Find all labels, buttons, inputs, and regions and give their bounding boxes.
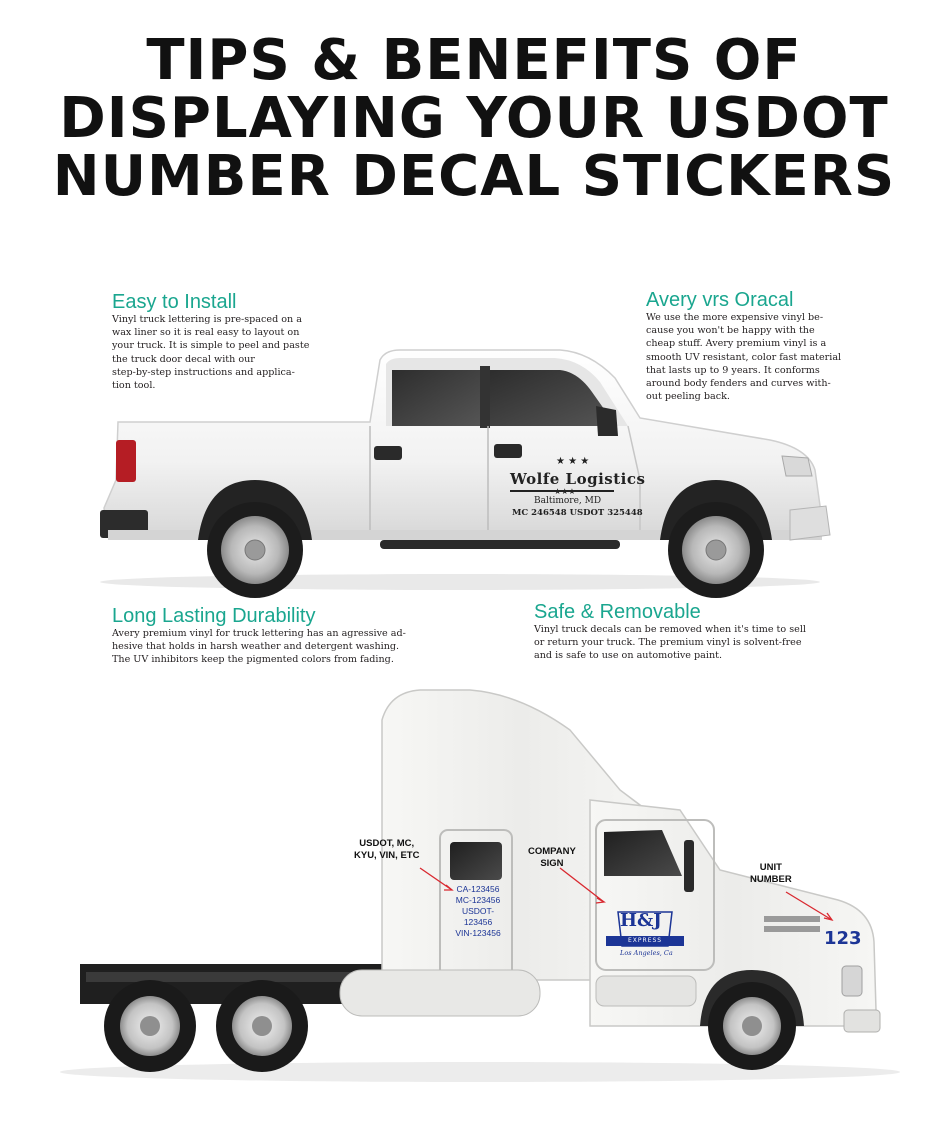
headline-line-3: NUMBER DECAL STICKERS bbox=[52, 144, 896, 209]
semi-logo-banner: EXPRESS bbox=[628, 937, 663, 944]
tip-line: or return your truck. The premium vinyl is solvent-free bbox=[534, 637, 802, 649]
tip-durability bbox=[112, 605, 432, 667]
tip-line: Avery premium vinyl for truck lettering has an agressive ad- bbox=[112, 628, 406, 639]
pickup-rear-wheel bbox=[207, 502, 303, 598]
tip-title: Long Lasting Durability bbox=[112, 605, 316, 627]
tip-line: that lasts up to 9 years. It conforms bbox=[646, 364, 820, 376]
pickup-decal-numbers: MC 246548 USDOT 325448 bbox=[512, 508, 643, 518]
semi-unit-number: 123 bbox=[824, 928, 862, 949]
tip-safe-removable bbox=[534, 601, 824, 663]
tip-line: tion tool. bbox=[112, 380, 156, 392]
semi-logo-text: H&J bbox=[620, 910, 662, 931]
tip-line: wax liner so it is real easy to layout on bbox=[112, 327, 300, 339]
callout-usdot-label bbox=[354, 838, 419, 862]
tip-line: Vinyl truck lettering is pre-spaced on a bbox=[112, 314, 302, 325]
tip-line: smooth UV resistant, color fast material bbox=[646, 351, 842, 363]
id-line: CA-123456 bbox=[456, 884, 500, 894]
semi-logo-city: Los Angeles, Ca bbox=[620, 949, 673, 957]
pickup-truck-illustration bbox=[0, 330, 948, 600]
tip-body bbox=[112, 627, 432, 667]
tip-line: and is safe to use on automotive paint. bbox=[534, 650, 723, 662]
semi-front-wheel bbox=[708, 982, 796, 1070]
semi-rear-wheel-2 bbox=[216, 980, 308, 1072]
tip-line: the truck door decal with our bbox=[112, 353, 255, 365]
callout-company-label bbox=[528, 846, 576, 870]
tip-line: step-by-step instructions and applica- bbox=[112, 366, 295, 378]
id-line: USDOT-123456 bbox=[461, 906, 495, 927]
pickup-front-wheel bbox=[668, 502, 764, 598]
pickup-decal-city: Baltimore, MD bbox=[534, 496, 602, 506]
tip-line: hesive that holds in harsh weather and detergent washing. bbox=[112, 641, 400, 653]
callout-line: KYU, VIN, ETC bbox=[354, 850, 420, 861]
semi-rear-wheel-1 bbox=[104, 980, 196, 1072]
tip-line: cheap stuff. Avery premium vinyl is a bbox=[646, 338, 827, 350]
page-headline bbox=[0, 28, 948, 209]
headline-line-2: DISPLAYING YOUR USDOT bbox=[59, 86, 889, 151]
tip-line: Vinyl truck decals can be removed when it's time to sell bbox=[534, 624, 806, 635]
tip-line: around body fenders and curves with- bbox=[646, 378, 831, 390]
callout-line: UNIT bbox=[759, 862, 782, 873]
callout-line: COMPANY bbox=[528, 846, 576, 857]
headline-line-1: TIPS & BENEFITS OF bbox=[146, 28, 802, 93]
id-line: MC-123456 bbox=[455, 895, 501, 905]
callout-line: SIGN bbox=[540, 858, 564, 869]
tip-body bbox=[534, 623, 824, 663]
tip-line: We use the more expensive vinyl be- bbox=[646, 312, 824, 323]
callout-line: USDOT, MC, bbox=[359, 838, 415, 849]
pickup-decal-stars-bottom: ★★★ bbox=[554, 487, 576, 496]
tip-line: cause you won't be happy with the bbox=[646, 325, 815, 337]
tip-line: The UV inhibitors keep the pigmented colors from fading. bbox=[112, 654, 394, 666]
callout-line: NUMBER bbox=[750, 874, 792, 885]
id-line: VIN-123456 bbox=[455, 928, 501, 938]
tip-title: Easy to Install bbox=[112, 291, 237, 313]
pickup-decal-stars-top: ★ ★ ★ bbox=[556, 456, 590, 467]
callout-unit-label bbox=[750, 862, 792, 886]
pickup-decal-company: Wolfe Logistics bbox=[510, 470, 646, 488]
semi-id-decal bbox=[450, 884, 506, 939]
tip-line: out peeling back. bbox=[646, 391, 730, 403]
tip-line: your truck. It is simple to peel and paste bbox=[112, 340, 310, 352]
tip-title: Avery vrs Oracal bbox=[646, 289, 794, 311]
tip-title: Safe & Removable bbox=[534, 601, 701, 623]
